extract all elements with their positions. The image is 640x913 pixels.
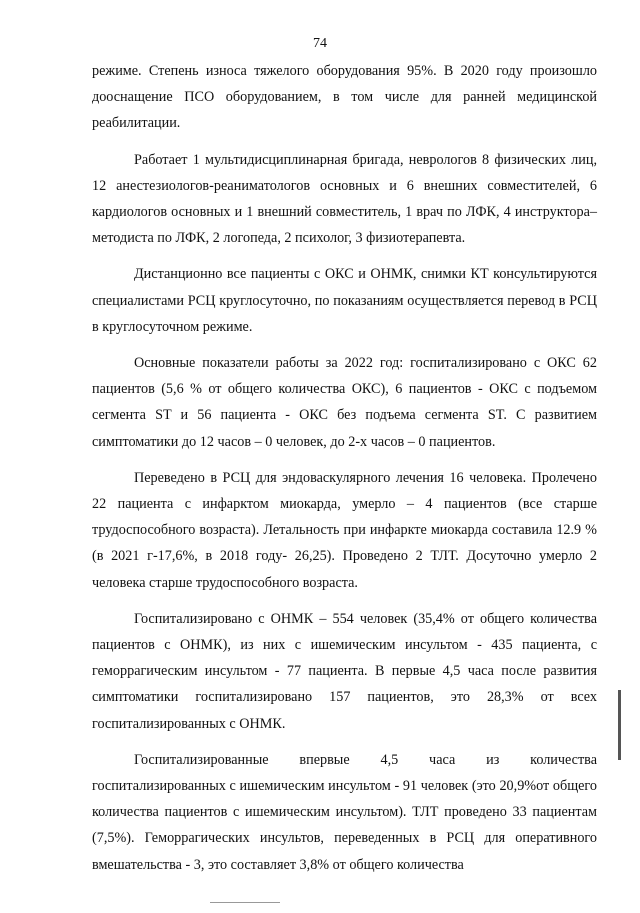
scan-edge-mark xyxy=(618,690,621,760)
paragraph-equipment: режиме. Степень износа тяжелого оборудования 95%. В 2020 году произошло дооснащение ПСО оборудованием, в том числе для ранней медицинской реабилитации. xyxy=(92,63,597,132)
paragraph-onmk-hospitalized: Госпитализировано с ОНМК – 554 человек (35,4% от общего количества пациентов с ОНМК), из них с ишемическим инсультом - 435 пациента, с геморрагическим инсультом - 77 пациента. В первые 4,5 часа после развития симптоматики госпитализировано 157 пациентов, это 28,3% от всех госпитализированных с ОНМК. xyxy=(92,610,597,732)
scan-bottom-mark xyxy=(210,902,280,909)
paragraph-oks-indicators: Основные показатели работы за 2022 год: госпитализировано с ОКС 62 пациентов (5,6 % от общего количества ОКС), 6 пациентов - ОКС с подъемом сегмента ST и 56 пациента - ОКС без подъема сегмента ST. С развитием симптоматики до 12 часов – 0 человек, до 2-х часов – 0 пациентов. xyxy=(92,355,597,450)
paragraph-staff: Работает 1 мультидисциплинарная бригада, неврологов 8 физических лиц, 12 анестезиологов-реаниматологов основных и 6 внешних совместителей, 6 кардиологов основных и 1 внешний совместитель, 1 врач по ЛФК, 4 инструктора–методиста по ЛФК, 2 логопеда, 2 психолог, 3 физиотерапевта. xyxy=(92,151,597,247)
page-number: 74 xyxy=(313,36,327,51)
body-text xyxy=(92,58,597,888)
paragraph-remote-consultation: Дистанционно все пациенты с ОКС и ОНМК, снимки КТ консультируются специалистами РСЦ круглосуточно, по показаниям осуществляется перевод в РСЦ в круглосуточном режиме. xyxy=(92,266,597,335)
paragraph-ischemic-stroke: Госпитализированные впервые 4,5 часа из количества госпитализированных с ишемическим инсультом - 91 человек (это 20,9%от общего количества пациентов с ишемическим инсультом). ТЛТ проведено 33 пациентам (7,5%). Геморрагических инсультов, переведенных в РСЦ для оперативного вмешательства - 3, это составляет 3,8% от общего количества xyxy=(92,751,597,873)
paragraph-transfers: Переведено в РСЦ для эндоваскулярного лечения 16 человека. Пролечено 22 пациента с инфарктом миокарда, умерло – 4 пациентов (все старше трудоспособного возраста). Летальность при инфаркте миокарда составила 12.9 % (в 2021 г-17,6%, в 2018 году- 26,25). Проведено 2 ТЛТ. Досуточно умерло 2 человека старше трудоспособного возраста. xyxy=(92,469,597,591)
